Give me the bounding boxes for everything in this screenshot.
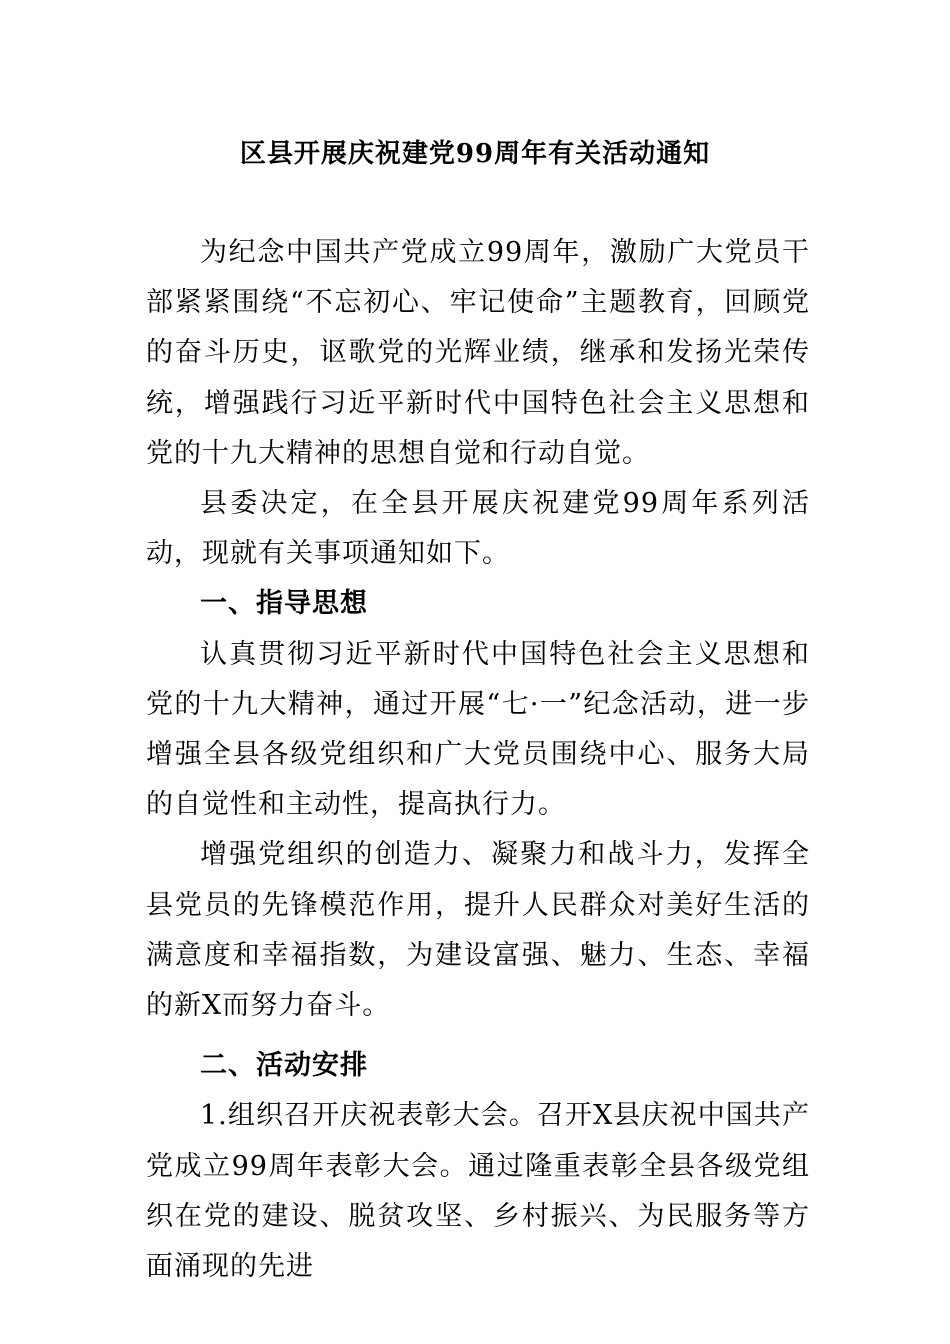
section2-paragraph-1: 1.组织召开庆祝表彰大会。召开X县庆祝中国共产党成立99周年表彰大会。通过隆重表彰全县各级党组织在党的建设、脱贫攻坚、乡村振兴、为民服务等方面涌现的先进 xyxy=(146,1100,810,1283)
section-heading-activity-arrangement: 二、活动安排 xyxy=(200,1050,368,1082)
document-title: 区县开展庆祝建党99周年有关活动通知 xyxy=(239,139,711,169)
section-heading-guiding-thought: 一、指导思想 xyxy=(200,588,368,620)
section1-paragraph-2: 增强党组织的创造力、凝聚力和战斗力，发挥全县党员的先锋模范作用，提升人民群众对美好生活的满意度和幸福指数，为建设富强、魅力、生态、幸福的新X而努力奋斗。 xyxy=(146,839,810,1022)
intro-paragraph-2: 县委决定，在全县开展庆祝建党99周年系列活动，现就有关事项通知如下。 xyxy=(146,488,810,570)
document-body xyxy=(146,228,810,1292)
section1-paragraph-1: 认真贯彻习近平新时代中国特色社会主义思想和党的十九大精神，通过开展“七·一”纪念活动，进一步增强全县各级党组织和广大党员围绕中心、服务大局的自觉性和主动性，提高执行力。 xyxy=(146,638,810,821)
spacer xyxy=(146,1031,810,1041)
intro-paragraph-1: 为纪念中国共产党成立99周年，激励广大党员干部紧紧围绕“不忘初心、牢记使命”主题教育，回顾党的奋斗历史，讴歌党的光辉业绩，继承和发扬光荣传统，增强践行习近平新时代中国特色社会主义思想和党的十九大精神的思想自觉和行动自觉。 xyxy=(146,237,810,469)
